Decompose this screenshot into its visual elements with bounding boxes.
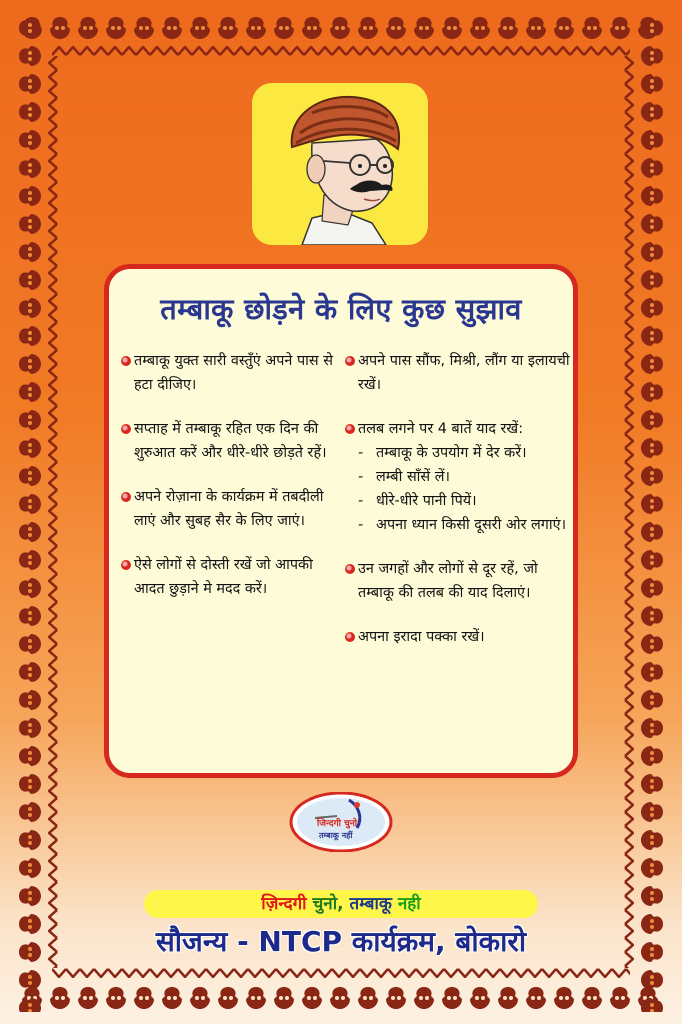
sub-list-item bbox=[358, 513, 571, 537]
craving-sub-list bbox=[358, 441, 571, 537]
tip-change-routine bbox=[121, 485, 343, 533]
tip-text: उन जगहों और लोगों से दूर रहें, जो तम्बाकू की तलब की याद दिलाएं। bbox=[358, 561, 538, 601]
bullet-icon bbox=[345, 424, 355, 434]
logo-line2: तम्बाकू नहीं bbox=[319, 831, 353, 840]
sub-list-item bbox=[358, 441, 571, 465]
decorative-border-right bbox=[638, 14, 666, 1012]
dash: - bbox=[358, 517, 364, 533]
slogan-bar bbox=[144, 890, 538, 918]
decorative-border-top bbox=[18, 14, 664, 42]
decorative-border-inner-top bbox=[52, 46, 630, 56]
sub-item-text: लम्बी साँसें लें। bbox=[376, 469, 450, 485]
bullet-icon bbox=[345, 632, 355, 642]
dash: - bbox=[358, 469, 364, 485]
slogan-word-4: नही bbox=[397, 894, 421, 914]
tips-panel bbox=[104, 264, 578, 778]
tip-tobacco-free-day bbox=[121, 417, 343, 465]
portrait-box bbox=[252, 83, 428, 245]
turbaned-man-icon bbox=[252, 83, 428, 245]
slogan-word-3: तम्बाकू bbox=[349, 894, 392, 914]
tip-text: तम्बाकू युक्त सारी वस्तुँएं अपने पास से हटा दीजिए। bbox=[134, 353, 333, 393]
tip-text: अपने रोज़ाना के कार्यक्रम में तबदीली लाएं और सुबह सैर के लिए जाएं। bbox=[134, 489, 324, 529]
bullet-icon bbox=[121, 424, 131, 434]
bullet-icon bbox=[121, 356, 131, 366]
tip-text: अपना इरादा पक्का रखें। bbox=[358, 629, 485, 645]
tip-keep-fennel bbox=[345, 349, 571, 397]
decorative-border-left bbox=[16, 14, 44, 1012]
bullet-icon bbox=[345, 356, 355, 366]
tip-remove-tobacco-items bbox=[121, 349, 343, 397]
tip-text: तलब लगने पर 4 बातें याद रखें: bbox=[358, 421, 524, 437]
slogan-word-2: चुनो, bbox=[312, 894, 344, 914]
decorative-border-inner-bottom bbox=[52, 968, 630, 978]
panel-title: तम्बाकू छोड़ने के लिए कुछ सुझाव bbox=[160, 292, 522, 326]
decorative-border-bottom bbox=[18, 984, 664, 1012]
sub-item-text: धीरे-धीरे पानी पियें। bbox=[376, 493, 477, 509]
tip-craving-four-things bbox=[345, 417, 571, 537]
sub-item-text: तम्बाकू के उपयोग में देर करें। bbox=[376, 445, 527, 461]
tip-supportive-friends bbox=[121, 553, 343, 601]
sub-list-item bbox=[358, 489, 571, 513]
logo-line1: जिन्दगी चुनो bbox=[317, 819, 358, 829]
tip-avoid-triggers bbox=[345, 557, 571, 605]
bullet-icon bbox=[345, 564, 355, 574]
zindagi-chuno-logo-icon bbox=[289, 792, 393, 852]
tip-text: ऐसे लोगों से दोस्ती रखें जो आपकी आदत छुड़ाने मे मदद करें। bbox=[134, 557, 313, 597]
dash: - bbox=[358, 445, 364, 461]
courtesy-line: सौजन्य - NTCP कार्यक्रम, बोकारो bbox=[155, 925, 527, 958]
sub-list-item bbox=[358, 465, 571, 489]
tips-right-column bbox=[345, 349, 571, 649]
dash: - bbox=[358, 493, 364, 509]
tip-text: अपने पास सौंफ, मिश्री, लौंग या इलायची रखें। bbox=[358, 353, 570, 393]
decorative-border-inner-right bbox=[624, 56, 634, 968]
sub-item-text: अपना ध्यान किसी दूसरी ओर लगाएं। bbox=[376, 517, 567, 533]
tip-text: सप्ताह में तम्बाकू रहित एक दिन की शुरुआत करें और धीरे-धीरे छोड़ते रहें। bbox=[134, 421, 327, 461]
zindagi-chuno-logo bbox=[289, 792, 393, 852]
tip-firm-resolve bbox=[345, 625, 571, 649]
tips-left-column bbox=[121, 349, 343, 601]
decorative-border-inner-left bbox=[48, 56, 58, 968]
slogan-word-1: ज़िन्दगी bbox=[261, 894, 307, 914]
bullet-icon bbox=[121, 492, 131, 502]
bullet-icon bbox=[121, 560, 131, 570]
